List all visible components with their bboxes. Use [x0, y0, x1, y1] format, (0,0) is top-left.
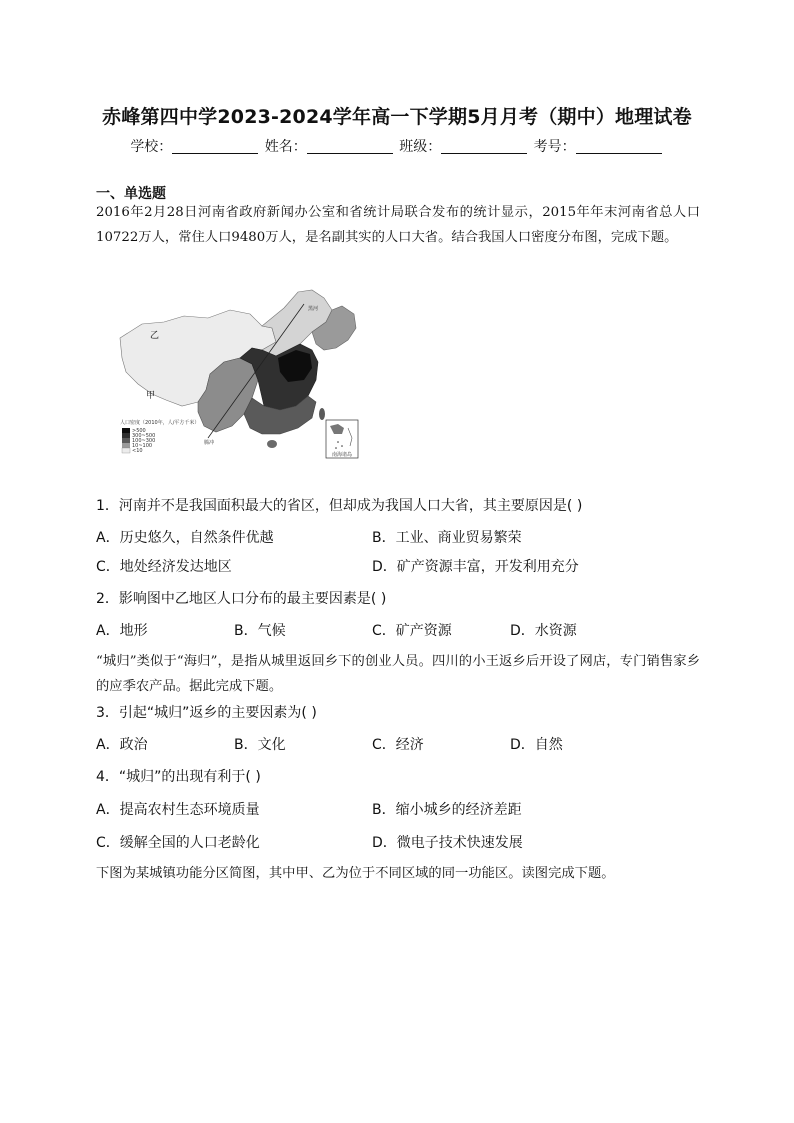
passage-2: “城归”类似于“海归”，是指从城里返回乡下的创业人员。四川的小王返乡后开设了网店，专门销售家乡的应季农产品。据此完成下题。 [96, 654, 700, 694]
legend-item-0: >500 [132, 428, 146, 434]
legend-item-3: 10~100 [132, 443, 153, 449]
map-legend [120, 419, 199, 454]
question-2-option-c[interactable]: C．矿产资源 [372, 623, 452, 639]
number-field[interactable] [576, 139, 662, 154]
question-1-stem: 1．河南并不是我国面积最大的省区，但却成为我国人口大省，其主要原因是( ) [96, 498, 583, 514]
question-3-option-a[interactable]: A．政治 [96, 737, 148, 753]
class-field[interactable] [441, 139, 527, 154]
question-4-option-b[interactable]: B．缩小城乡的经济差距 [372, 802, 522, 818]
question-1-option-a[interactable]: A．历史悠久，自然条件优越 [96, 530, 274, 546]
question-4-option-a[interactable]: A．提高农村生态环境质量 [96, 802, 260, 818]
number-label: 考号： [533, 139, 576, 155]
class-label: 班级： [399, 139, 442, 155]
question-3-stem: 3．引起“城归”返乡的主要因素为( ) [96, 705, 317, 721]
question-4-stem: 4．“城归”的出现有利于( ) [96, 769, 261, 785]
name-field[interactable] [307, 139, 393, 154]
legend-item-4: <10 [132, 448, 143, 454]
passage-3: 下图为某城镇功能分区简图，其中甲、乙为位于不同区域的同一功能区。读图完成下题。 [96, 866, 615, 881]
question-3-option-d[interactable]: D．自然 [510, 737, 563, 753]
school-label: 学校： [130, 139, 173, 155]
question-3-option-b[interactable]: B．文化 [234, 737, 286, 753]
question-2-stem: 2．影响图中乙地区人口分布的最主要因素是( ) [96, 591, 387, 607]
question-4-option-c[interactable]: C．缓解全国的人口老龄化 [96, 835, 260, 851]
label-jia: 甲 [146, 391, 156, 401]
label-tengchong: 腾冲 [204, 440, 215, 446]
question-2-option-a[interactable]: A．地形 [96, 623, 148, 639]
inset-label: 南海诸岛 [332, 452, 353, 458]
legend-item-1: 300~500 [132, 433, 156, 439]
page-title: 赤峰第四中学2023-2024学年高一下学期5月月考（期中）地理试卷 [102, 106, 692, 128]
name-label: 姓名： [264, 139, 307, 155]
label-heihe: 黑河 [308, 306, 319, 312]
section-title: 一、单选题 [96, 186, 166, 202]
label-yi: 乙 [150, 331, 160, 341]
passage-1: 2016年2月28日河南省政府新闻办公室和省统计局联合发布的统计显示，2015年年末河南省总人口10722万人，常住人口9480万人，是名副其实的人口大省。结合我国人口密度分布图，完成下题。 [96, 205, 700, 245]
student-info-line [0, 136, 794, 156]
question-4-option-d[interactable]: D．微电子技术快速发展 [372, 835, 523, 851]
question-2-option-d[interactable]: D．水资源 [510, 623, 577, 639]
school-field[interactable] [172, 139, 258, 154]
legend-title: 人口密度（2010年，人/平方千米） [120, 420, 200, 426]
legend-item-2: 100~300 [132, 438, 156, 444]
question-1-option-d[interactable]: D．矿产资源丰富，开发利用充分 [372, 559, 579, 575]
map-inset [326, 420, 358, 458]
map-taiwan [319, 408, 325, 420]
question-2-option-b[interactable]: B．气候 [234, 623, 286, 639]
question-1-option-b[interactable]: B．工业、商业贸易繁荣 [372, 530, 522, 546]
map-hainan [267, 440, 277, 448]
population-density-map [112, 288, 362, 460]
question-3-option-c[interactable]: C．经济 [372, 737, 424, 753]
question-1-option-c[interactable]: C．地处经济发达地区 [96, 559, 232, 575]
